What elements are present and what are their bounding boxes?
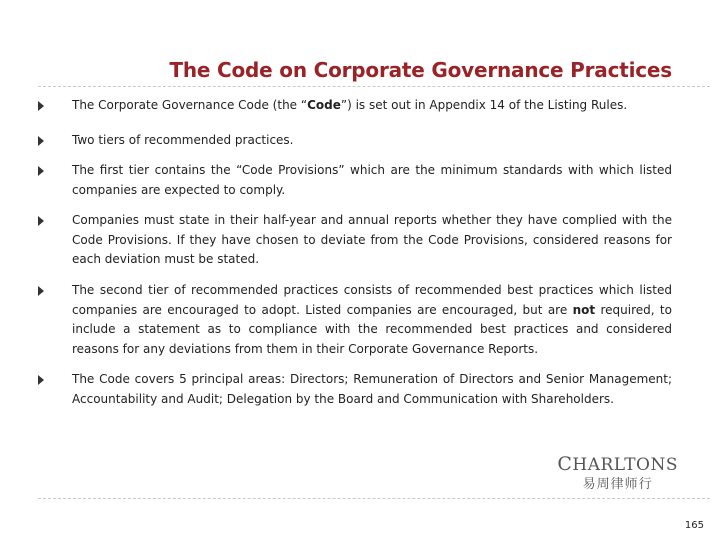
bullet-text: Two tiers of recommended practices.: [72, 133, 294, 147]
slide-title: The Code on Corporate Governance Practices: [169, 58, 672, 82]
charltons-logo: [557, 454, 678, 493]
bullet-item: [72, 281, 672, 359]
triangle-right-icon: [38, 101, 44, 111]
bullet-text: The second tier of recommended practices consists of recommended best practices which listed companies are encouraged to adopt. Listed companies are encouraged, but are: [72, 283, 672, 317]
bullet-text: required, to include a statement as to compliance with the recommended best practices and considered reasons for any deviations from them in their Corporate Governance Reports.: [72, 302, 672, 356]
bullet-text: ”) is set out in Appendix 14 of the Listing Rules.: [340, 98, 628, 112]
page-number: 165: [684, 520, 704, 531]
bullet-item: [72, 96, 672, 116]
footer-divider: [38, 498, 710, 499]
logo-english-name: [557, 454, 678, 475]
bullet-emphasis: Code: [307, 98, 341, 112]
logo-initial: C: [557, 453, 573, 475]
bullet-item: [72, 131, 672, 151]
bullet-item: [72, 211, 672, 270]
bullet-item: [72, 370, 672, 409]
bullet-emphasis: not: [572, 302, 596, 317]
bullet-item: [72, 161, 672, 200]
logo-name-rest: HARLTONS: [572, 455, 678, 475]
triangle-right-icon: [38, 375, 44, 385]
bullet-text: The Corporate Governance Code (the “: [72, 98, 308, 112]
bullet-text: The first tier contains the “Code Provisions” which are the minimum standards with which listed companies are expected to comply.: [72, 163, 672, 197]
logo-chinese-name: 易周律师行: [582, 477, 653, 492]
triangle-right-icon: [38, 136, 44, 146]
bullet-text: The Code covers 5 principal areas: Directors; Remuneration of Directors and Senior Management; Accountability and Audit; Delegation by the Board and Communication with Shareholders.: [72, 372, 672, 406]
triangle-right-icon: [38, 286, 44, 296]
bullet-text: Companies must state in their half-year and annual reports whether they have complied with the Code Provisions. If they have chosen to deviate from the Code Provisions, considered reasons for each deviation must be stated.: [72, 213, 672, 266]
triangle-right-icon: [38, 166, 44, 176]
triangle-right-icon: [38, 216, 44, 226]
